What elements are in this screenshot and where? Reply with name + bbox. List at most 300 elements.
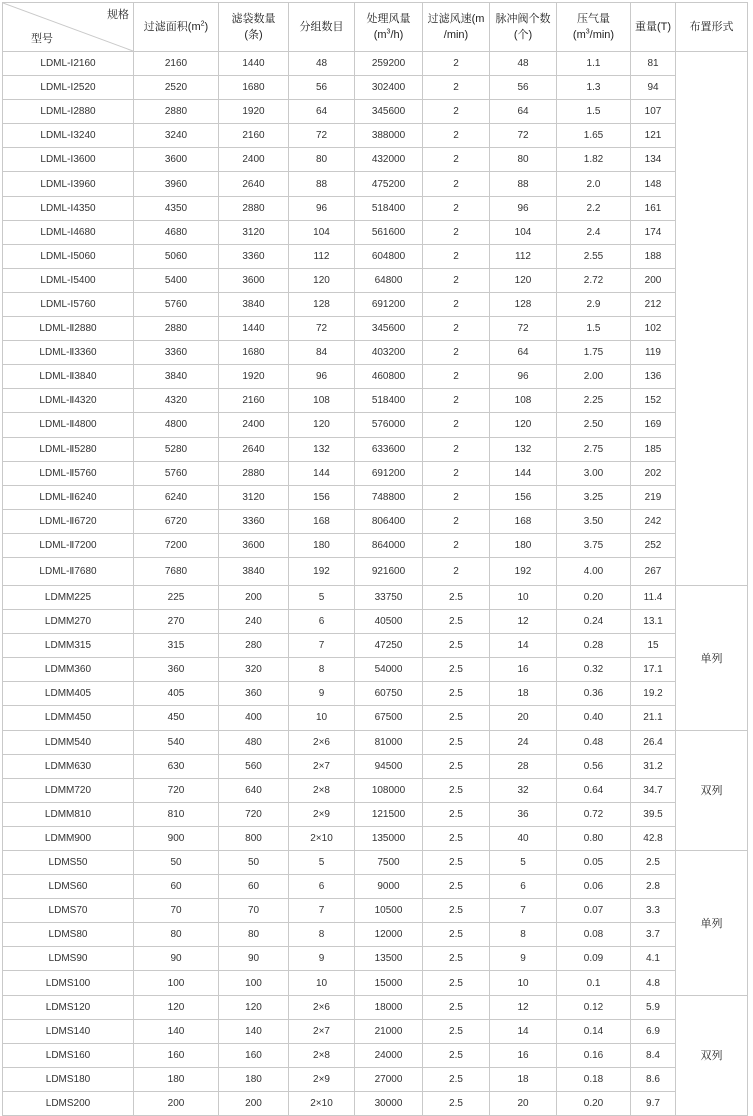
cell-weight: 242 [631, 509, 676, 533]
cell-filter-area: 450 [134, 706, 219, 730]
cell-groups: 192 [289, 557, 355, 585]
cell-weight: 15 [631, 634, 676, 658]
cell-weight: 136 [631, 365, 676, 389]
cell-airflow: 18000 [355, 995, 423, 1019]
cell-airflow: 302400 [355, 76, 423, 100]
cell-air: 0.14 [557, 1019, 631, 1043]
cell-bag-count: 560 [219, 754, 289, 778]
cell-bag-count: 50 [219, 851, 289, 875]
cell-velocity: 2.5 [423, 658, 490, 682]
cell-model: LDML-Ⅰ5400 [3, 268, 134, 292]
cell-groups: 72 [289, 124, 355, 148]
cell-airflow: 388000 [355, 124, 423, 148]
cell-model: LDMS120 [3, 995, 134, 1019]
cell-model: LDML-Ⅰ3240 [3, 124, 134, 148]
cell-model: LDMS60 [3, 875, 134, 899]
table-row [3, 730, 748, 754]
cell-airflow: 47250 [355, 634, 423, 658]
table-row [3, 268, 748, 292]
cell-velocity: 2.5 [423, 851, 490, 875]
cell-model: LDML-Ⅰ4680 [3, 220, 134, 244]
cell-bag-count: 2160 [219, 389, 289, 413]
cell-model: LDML-Ⅰ2160 [3, 52, 134, 76]
cell-filter-area: 120 [134, 995, 219, 1019]
cell-weight: 200 [631, 268, 676, 292]
table-row [3, 585, 748, 609]
cell-air: 0.24 [557, 610, 631, 634]
table-row [3, 778, 748, 802]
cell-air: 2.00 [557, 365, 631, 389]
cell-weight: 94 [631, 76, 676, 100]
cell-bag-count: 2640 [219, 172, 289, 196]
cell-air: 0.06 [557, 875, 631, 899]
cell-model: LDMM900 [3, 826, 134, 850]
header-filter-area: 过滤面积$(m^2)$ [134, 3, 219, 52]
cell-bag-count: 1680 [219, 76, 289, 100]
cell-filter-area: 60 [134, 875, 219, 899]
cell-velocity: 2 [423, 533, 490, 557]
cell-velocity: 2 [423, 557, 490, 585]
cell-valves: 72 [490, 317, 557, 341]
cell-bag-count: 2160 [219, 124, 289, 148]
cell-airflow: 561600 [355, 220, 423, 244]
cell-weight: 42.8 [631, 826, 676, 850]
cell-valves: 64 [490, 341, 557, 365]
cell-model: LDML-Ⅱ7680 [3, 557, 134, 585]
cell-model: LDML-Ⅰ3600 [3, 148, 134, 172]
table-row [3, 706, 748, 730]
cell-bag-count: 800 [219, 826, 289, 850]
cell-velocity: 2.5 [423, 826, 490, 850]
cell-bag-count: 3360 [219, 509, 289, 533]
cell-valves: 108 [490, 389, 557, 413]
cell-air: 1.75 [557, 341, 631, 365]
cell-filter-area: 3960 [134, 172, 219, 196]
cell-valves: 48 [490, 52, 557, 76]
cell-airflow: 24000 [355, 1043, 423, 1067]
cell-velocity: 2.5 [423, 585, 490, 609]
cell-air: 0.40 [557, 706, 631, 730]
cell-model: LDML-Ⅱ4800 [3, 413, 134, 437]
cell-airflow: 121500 [355, 802, 423, 826]
cell-bag-count: 80 [219, 923, 289, 947]
cell-bag-count: 320 [219, 658, 289, 682]
cell-valves: 192 [490, 557, 557, 585]
cell-air: 0.12 [557, 995, 631, 1019]
cell-model: LDML-Ⅱ5280 [3, 437, 134, 461]
cell-velocity: 2 [423, 52, 490, 76]
cell-air: 2.2 [557, 196, 631, 220]
header-model-spec [3, 3, 134, 52]
cell-airflow: 691200 [355, 292, 423, 316]
cell-model: LDML-Ⅱ4320 [3, 389, 134, 413]
cell-bag-count: 100 [219, 971, 289, 995]
header-layout: 布置形式 [676, 3, 748, 52]
cell-weight: 31.2 [631, 754, 676, 778]
cell-airflow: 259200 [355, 52, 423, 76]
cell-velocity: 2 [423, 485, 490, 509]
cell-airflow: 691200 [355, 461, 423, 485]
cell-model: LDMS160 [3, 1043, 134, 1067]
cell-weight: 252 [631, 533, 676, 557]
table-row [3, 899, 748, 923]
cell-filter-area: 720 [134, 778, 219, 802]
cell-velocity: 2 [423, 341, 490, 365]
cell-groups: 7 [289, 634, 355, 658]
cell-model: LDMS70 [3, 899, 134, 923]
table-row [3, 754, 748, 778]
cell-air: 1.5 [557, 100, 631, 124]
cell-valves: 180 [490, 533, 557, 557]
table-row [3, 244, 748, 268]
cell-air: 2.0 [557, 172, 631, 196]
cell-filter-area: 270 [134, 610, 219, 634]
cell-airflow: 67500 [355, 706, 423, 730]
cell-airflow: 864000 [355, 533, 423, 557]
cell-valves: 12 [490, 610, 557, 634]
cell-filter-area: 100 [134, 971, 219, 995]
spec-table [2, 2, 748, 1116]
cell-weight: 219 [631, 485, 676, 509]
cell-filter-area: 315 [134, 634, 219, 658]
cell-groups: 84 [289, 341, 355, 365]
table-row [3, 196, 748, 220]
cell-filter-area: 2880 [134, 317, 219, 341]
cell-layout [676, 52, 748, 586]
cell-velocity: 2.5 [423, 778, 490, 802]
cell-weight: 188 [631, 244, 676, 268]
cell-airflow: 54000 [355, 658, 423, 682]
cell-air: 2.4 [557, 220, 631, 244]
cell-filter-area: 70 [134, 899, 219, 923]
table-row [3, 1067, 748, 1091]
cell-weight: 4.1 [631, 947, 676, 971]
cell-model: LDMM405 [3, 682, 134, 706]
cell-filter-area: 405 [134, 682, 219, 706]
cell-model: LDML-Ⅱ7200 [3, 533, 134, 557]
cell-air: 2.75 [557, 437, 631, 461]
cell-model: LDMS100 [3, 971, 134, 995]
table-row [3, 923, 748, 947]
cell-valves: 12 [490, 995, 557, 1019]
cell-weight: 11.4 [631, 585, 676, 609]
cell-airflow: 60750 [355, 682, 423, 706]
header-valves: 脉冲阀个数 (个) [490, 3, 557, 52]
cell-air: 2.50 [557, 413, 631, 437]
cell-airflow: 33750 [355, 585, 423, 609]
cell-airflow: 27000 [355, 1067, 423, 1091]
cell-groups: 8 [289, 923, 355, 947]
cell-velocity: 2.5 [423, 706, 490, 730]
cell-bag-count: 1920 [219, 100, 289, 124]
cell-valves: 96 [490, 365, 557, 389]
cell-groups: 128 [289, 292, 355, 316]
cell-filter-area: 90 [134, 947, 219, 971]
cell-filter-area: 3840 [134, 365, 219, 389]
cell-air: 3.00 [557, 461, 631, 485]
cell-bag-count: 200 [219, 585, 289, 609]
cell-weight: 202 [631, 461, 676, 485]
table-row [3, 802, 748, 826]
cell-velocity: 2 [423, 292, 490, 316]
cell-air: 1.1 [557, 52, 631, 76]
cell-groups: 96 [289, 365, 355, 389]
cell-groups: 64 [289, 100, 355, 124]
cell-model: LDML-Ⅰ4350 [3, 196, 134, 220]
cell-airflow: 21000 [355, 1019, 423, 1043]
cell-model: LDMS140 [3, 1019, 134, 1043]
cell-groups: 2×6 [289, 995, 355, 1019]
cell-air: 0.28 [557, 634, 631, 658]
cell-valves: 120 [490, 268, 557, 292]
cell-bag-count: 1440 [219, 52, 289, 76]
cell-air: 3.25 [557, 485, 631, 509]
cell-airflow: 15000 [355, 971, 423, 995]
table-row [3, 341, 748, 365]
cell-valves: 120 [490, 413, 557, 437]
cell-bag-count: 3120 [219, 485, 289, 509]
spec-table-body [3, 52, 748, 1116]
cell-layout: 双列 [676, 995, 748, 1115]
cell-air: 1.82 [557, 148, 631, 172]
cell-valves: 88 [490, 172, 557, 196]
cell-groups: 120 [289, 268, 355, 292]
cell-airflow: 30000 [355, 1091, 423, 1115]
table-row [3, 610, 748, 634]
cell-groups: 7 [289, 899, 355, 923]
cell-valves: 9 [490, 947, 557, 971]
cell-weight: 19.2 [631, 682, 676, 706]
cell-filter-area: 5060 [134, 244, 219, 268]
cell-layout: 双列 [676, 730, 748, 850]
cell-bag-count: 3600 [219, 533, 289, 557]
cell-air: 3.50 [557, 509, 631, 533]
cell-velocity: 2.5 [423, 971, 490, 995]
cell-bag-count: 3840 [219, 292, 289, 316]
cell-velocity: 2 [423, 76, 490, 100]
cell-groups: 80 [289, 148, 355, 172]
cell-groups: 168 [289, 509, 355, 533]
header-model: 型号 [31, 33, 53, 45]
table-row [3, 947, 748, 971]
table-row [3, 413, 748, 437]
cell-bag-count: 2880 [219, 461, 289, 485]
cell-groups: 96 [289, 196, 355, 220]
cell-airflow: 576000 [355, 413, 423, 437]
cell-model: LDML-Ⅱ3360 [3, 341, 134, 365]
cell-groups: 104 [289, 220, 355, 244]
cell-bag-count: 240 [219, 610, 289, 634]
cell-velocity: 2.5 [423, 1019, 490, 1043]
cell-weight: 107 [631, 100, 676, 124]
cell-model: LDMM630 [3, 754, 134, 778]
cell-filter-area: 2880 [134, 100, 219, 124]
cell-air: 1.65 [557, 124, 631, 148]
header-velocity: 过滤风速(m /min) [423, 3, 490, 52]
cell-filter-area: 160 [134, 1043, 219, 1067]
cell-velocity: 2 [423, 100, 490, 124]
table-row [3, 485, 748, 509]
cell-bag-count: 640 [219, 778, 289, 802]
cell-air: 0.20 [557, 1091, 631, 1115]
cell-velocity: 2 [423, 509, 490, 533]
table-row [3, 100, 748, 124]
cell-groups: 2×8 [289, 1043, 355, 1067]
cell-bag-count: 1440 [219, 317, 289, 341]
cell-filter-area: 5400 [134, 268, 219, 292]
header-air: 压气量 $(m^3/\min)$ [557, 3, 631, 52]
cell-weight: 39.5 [631, 802, 676, 826]
cell-bag-count: 1680 [219, 341, 289, 365]
cell-weight: 2.5 [631, 851, 676, 875]
cell-air: 0.56 [557, 754, 631, 778]
cell-bag-count: 3840 [219, 557, 289, 585]
cell-filter-area: 4350 [134, 196, 219, 220]
cell-air: 0.08 [557, 923, 631, 947]
cell-air: 0.1 [557, 971, 631, 995]
cell-air: 0.18 [557, 1067, 631, 1091]
table-row [3, 1091, 748, 1115]
cell-filter-area: 2160 [134, 52, 219, 76]
cell-air: 2.55 [557, 244, 631, 268]
cell-bag-count: 2400 [219, 148, 289, 172]
cell-weight: 212 [631, 292, 676, 316]
cell-velocity: 2 [423, 389, 490, 413]
cell-airflow: 13500 [355, 947, 423, 971]
header-airflow: 处理风量 $(m^3/h)$ [355, 3, 423, 52]
cell-airflow: 9000 [355, 875, 423, 899]
cell-bag-count: 180 [219, 1067, 289, 1091]
cell-filter-area: 3240 [134, 124, 219, 148]
cell-airflow: 518400 [355, 196, 423, 220]
cell-bag-count: 2640 [219, 437, 289, 461]
header-bag-count: 滤袋数量 (条) [219, 3, 289, 52]
cell-airflow: 633600 [355, 437, 423, 461]
cell-filter-area: 3600 [134, 148, 219, 172]
cell-groups: 72 [289, 317, 355, 341]
cell-velocity: 2 [423, 317, 490, 341]
cell-groups: 5 [289, 851, 355, 875]
cell-velocity: 2 [423, 196, 490, 220]
cell-model: LDML-Ⅰ5760 [3, 292, 134, 316]
cell-bag-count: 720 [219, 802, 289, 826]
cell-velocity: 2 [423, 124, 490, 148]
table-row [3, 658, 748, 682]
cell-groups: 5 [289, 585, 355, 609]
cell-valves: 16 [490, 1043, 557, 1067]
cell-groups: 10 [289, 971, 355, 995]
cell-valves: 132 [490, 437, 557, 461]
cell-velocity: 2 [423, 461, 490, 485]
cell-air: 3.75 [557, 533, 631, 557]
table-row [3, 875, 748, 899]
cell-model: LDMM720 [3, 778, 134, 802]
cell-groups: 2×8 [289, 778, 355, 802]
cell-valves: 7 [490, 899, 557, 923]
cell-layout: 单列 [676, 851, 748, 996]
table-row [3, 172, 748, 196]
cell-filter-area: 140 [134, 1019, 219, 1043]
table-row [3, 365, 748, 389]
cell-velocity: 2 [423, 244, 490, 268]
table-row [3, 220, 748, 244]
cell-valves: 5 [490, 851, 557, 875]
cell-air: 0.48 [557, 730, 631, 754]
cell-groups: 2×7 [289, 1019, 355, 1043]
cell-velocity: 2 [423, 172, 490, 196]
cell-velocity: 2.5 [423, 610, 490, 634]
header-spec: 规格 [107, 9, 129, 21]
cell-filter-area: 810 [134, 802, 219, 826]
cell-bag-count: 160 [219, 1043, 289, 1067]
cell-velocity: 2.5 [423, 1043, 490, 1067]
cell-valves: 16 [490, 658, 557, 682]
cell-bag-count: 70 [219, 899, 289, 923]
cell-airflow: 604800 [355, 244, 423, 268]
cell-valves: 56 [490, 76, 557, 100]
cell-filter-area: 3360 [134, 341, 219, 365]
cell-groups: 10 [289, 706, 355, 730]
cell-model: LDMS50 [3, 851, 134, 875]
cell-velocity: 2.5 [423, 1067, 490, 1091]
table-row [3, 437, 748, 461]
cell-groups: 2×7 [289, 754, 355, 778]
table-row [3, 461, 748, 485]
cell-velocity: 2 [423, 268, 490, 292]
cell-weight: 81 [631, 52, 676, 76]
cell-air: 0.20 [557, 585, 631, 609]
cell-airflow: 12000 [355, 923, 423, 947]
cell-air: 0.36 [557, 682, 631, 706]
cell-valves: 156 [490, 485, 557, 509]
cell-groups: 2×10 [289, 1091, 355, 1115]
cell-velocity: 2.5 [423, 754, 490, 778]
table-row [3, 557, 748, 585]
cell-airflow: 403200 [355, 341, 423, 365]
cell-air: 0.07 [557, 899, 631, 923]
cell-valves: 18 [490, 682, 557, 706]
cell-weight: 4.8 [631, 971, 676, 995]
cell-groups: 8 [289, 658, 355, 682]
cell-airflow: 460800 [355, 365, 423, 389]
cell-bag-count: 3600 [219, 268, 289, 292]
cell-velocity: 2.5 [423, 1091, 490, 1115]
table-row [3, 971, 748, 995]
table-row [3, 682, 748, 706]
cell-air: 0.80 [557, 826, 631, 850]
table-row [3, 148, 748, 172]
cell-velocity: 2 [423, 413, 490, 437]
cell-filter-area: 4800 [134, 413, 219, 437]
cell-model: LDML-Ⅱ2880 [3, 317, 134, 341]
cell-bag-count: 480 [219, 730, 289, 754]
cell-air: 0.05 [557, 851, 631, 875]
cell-groups: 2×9 [289, 802, 355, 826]
cell-valves: 18 [490, 1067, 557, 1091]
cell-valves: 20 [490, 1091, 557, 1115]
cell-groups: 132 [289, 437, 355, 461]
cell-airflow: 921600 [355, 557, 423, 585]
cell-filter-area: 4680 [134, 220, 219, 244]
cell-filter-area: 6240 [134, 485, 219, 509]
cell-filter-area: 360 [134, 658, 219, 682]
cell-bag-count: 120 [219, 995, 289, 1019]
cell-model: LDMM360 [3, 658, 134, 682]
header-groups: 分组数目 [289, 3, 355, 52]
table-row [3, 317, 748, 341]
cell-groups: 2×6 [289, 730, 355, 754]
cell-airflow: 432000 [355, 148, 423, 172]
